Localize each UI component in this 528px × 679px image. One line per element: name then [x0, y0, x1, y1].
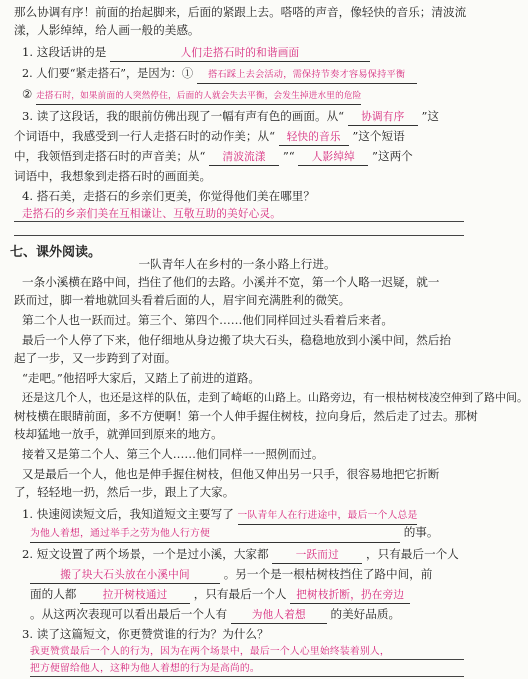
question-3-line2: 个词语中，我感受到一行人走搭石时的动作美；从“ 轻快的音乐 ”这个短语 [14, 128, 466, 146]
question-3-line4: 词语中，我想象到走搭石时的画面美。 [14, 169, 212, 183]
answer-text: 走搭石时，如果前面的人突然停住，后面的人就会失去平衡，会发生掉进水里的危险 [36, 88, 361, 105]
answer-text: 人们走搭石时的和谐画面 [110, 45, 370, 62]
answer-text: 一跃而过 [272, 547, 362, 564]
story-paragraph: 跃而过，脚一着地就回头看着后面的人，眉宇间充满胜利的微笑。 [14, 293, 351, 307]
question-3-line3: 中，我领悟到走搭石时的声音美；从“ 清波流漾 ”“ 人影绰绰 ”这两个 [14, 148, 466, 166]
reading-question-1: 1. 快速阅读短文后，我知道短文主要写了 一队青年人在行进途中，最后一个人总是 [22, 506, 466, 525]
question-2: 2. 人们要“紧走搭石”，是因为：① 搭石踩上去会活动，需保持节奏才容易保持平衡 [22, 66, 466, 84]
answer-line [14, 221, 464, 222]
answer-line [30, 659, 464, 660]
reading-question-2-line3: 面的人都 拉开树枝通过 ，只有最后一个人 把树枝折断，扔在旁边 [30, 586, 466, 604]
story-paragraph: 起了一步，又一步跨到了对面。 [14, 351, 177, 365]
question-1: 1. 这段话讲的是 人们走搭石时的和谐画面 [22, 44, 466, 62]
answer-text: 走搭石的乡亲们美在互相谦让、互敬互助的美好心灵。 [22, 208, 282, 220]
answer-text: 为他人着想 [231, 607, 327, 624]
story-paragraph: 枝却猛地一放手，就弹回到原来的地方。 [14, 427, 223, 441]
story-paragraph: 树枝横在眼睛前面，多不方便啊！第一个人伸手握住树枝，拉向身后，然后走了过去。那树 [14, 409, 478, 423]
answer-text: 为他人着想，通过举手之劳为他人行方便 [30, 526, 400, 543]
answer-text: 把方便留给他人，这种为他人着想的行为是高尚的。 [30, 663, 260, 674]
answer-text: 搬了块大石头放在小溪中间 [30, 567, 220, 584]
reading-question-1-line2: 为他人着想，通过举手之劳为他人行方便 的事。 [30, 524, 466, 543]
answer-text: 轻快的音乐 [279, 129, 349, 146]
question-3: 3. 读了这段话，我的眼前仿佛出现了一幅有声有色的画面。从“ 协调有序 ”这 [22, 108, 466, 126]
passage-line: 漾，人影绰绰，给人画一般的美感。 [14, 23, 200, 37]
story-title: 一队青年人在乡村的一条小路上行进。 [138, 257, 336, 271]
answer-text: 清波流漾 [209, 149, 279, 166]
story-paragraph: “走吧。”他招呼大家后，又踏上了前进的道路。 [22, 371, 260, 385]
story-paragraph: 第二个人也一跃而过。第三个、第四个……他们同样回过头看着后来者。 [22, 313, 394, 327]
passage-line: 那么协调有序！前面的抬起脚来，后面的紧跟上去。嗒嗒的声音，像轻快的音乐；清波流 [14, 5, 467, 19]
section-heading: 七、课外阅读。 [10, 245, 102, 260]
answer-text: 一队青年人在行进途中，最后一个人总是 [238, 508, 418, 525]
answer-text: 人影绰绰 [298, 149, 368, 166]
answer-text: 拉开树枝通过 [80, 587, 190, 604]
reading-question-3: 3. 读了这篇短文，你更赞赏谁的行为？为什么？ [22, 627, 269, 641]
answer-text: 我更赞赏最后一个人的行为，因为在两个场景中，最后一个人心里始终装着别人， [30, 646, 390, 657]
story-paragraph: 最后一个人停了下来，他仔细地从身边搬了块大石头，稳稳地放到小溪中间，然后抬 [22, 333, 451, 347]
reading-question-2-line2: 搬了块大石头放在小溪中间 。另一个是一根枯树枝挡住了路中间，前 [30, 566, 466, 584]
story-paragraph: 接着又是第二个人、第三个人……他们同样一一照例而过。 [22, 447, 324, 461]
question-4: 4. 搭石美，走搭石的乡亲们更美，你觉得他们美在哪里？ [22, 189, 315, 203]
answer-text: 把树枝折断，扔在旁边 [290, 587, 410, 604]
answer-line [30, 676, 464, 677]
answer-text: 协调有序 [348, 109, 418, 126]
story-paragraph: 了，轻轻地一扔，然后一步，跟上了大家。 [14, 485, 235, 499]
reading-question-2: 2. 短文设置了两个场景，一个是过小溪，大家都 一跃而过 ，只有最后一个人 [22, 546, 466, 564]
answer-text: 搭石踩上去会活动，需保持节奏才容易保持平衡 [197, 67, 417, 84]
story-paragraph: 又是最后一个人，他也是伸手握住树枝，但他又伸出另一只手，很容易地把它折断 [22, 467, 440, 481]
reading-question-2-line4: 。从这两次表现可以看出最后一个人有 为他人着想 的美好品质。 [30, 606, 466, 624]
question-2-part2: ② 走搭石时，如果前面的人突然停住，后面的人就会失去平衡，会发生掉进水里的危险 [22, 86, 466, 105]
answer-line [14, 235, 464, 236]
story-paragraph: 还是这几个人，也还是这样的队伍，走到了崎岖的山路上。山路旁边，有一根枯树枝凌空伸到了路中间。 [22, 391, 528, 404]
story-paragraph: 一条小溪横在路中间，挡住了他们的去路。小溪并不宽，第一个人略一迟疑，就一 [22, 275, 440, 289]
